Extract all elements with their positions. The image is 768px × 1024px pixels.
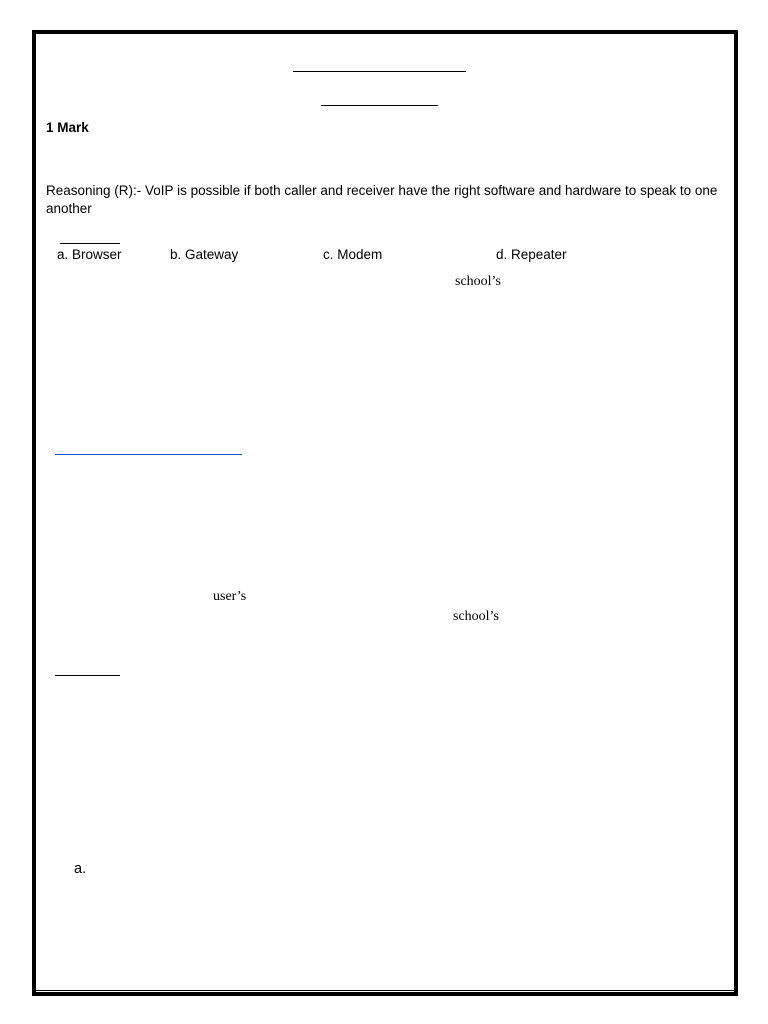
option-a: a. Browser (57, 247, 122, 262)
fragment-schools-2: school’s (453, 609, 499, 624)
option-b: b. Gateway (170, 247, 239, 262)
blank-underline (60, 243, 120, 244)
section-heading: 1 Mark (46, 120, 89, 135)
option-d: d. Repeater (496, 247, 567, 262)
fragment-users: user’s (213, 589, 247, 604)
reasoning-statement: Reasoning (R):- VoIP is possible if both caller and receiver have the right software and hardware to speak to one another (46, 183, 718, 216)
option-c: c. Modem (323, 247, 383, 262)
blank-underline-2 (55, 675, 120, 676)
page-border (32, 30, 738, 996)
page-border-bottom-line (36, 990, 734, 991)
item-a-label: a. (74, 861, 87, 877)
hyperlink-underline[interactable] (55, 454, 242, 455)
fragment-schools: school’s (455, 274, 501, 289)
title-underline (293, 71, 466, 72)
subtitle-underline (321, 105, 438, 106)
